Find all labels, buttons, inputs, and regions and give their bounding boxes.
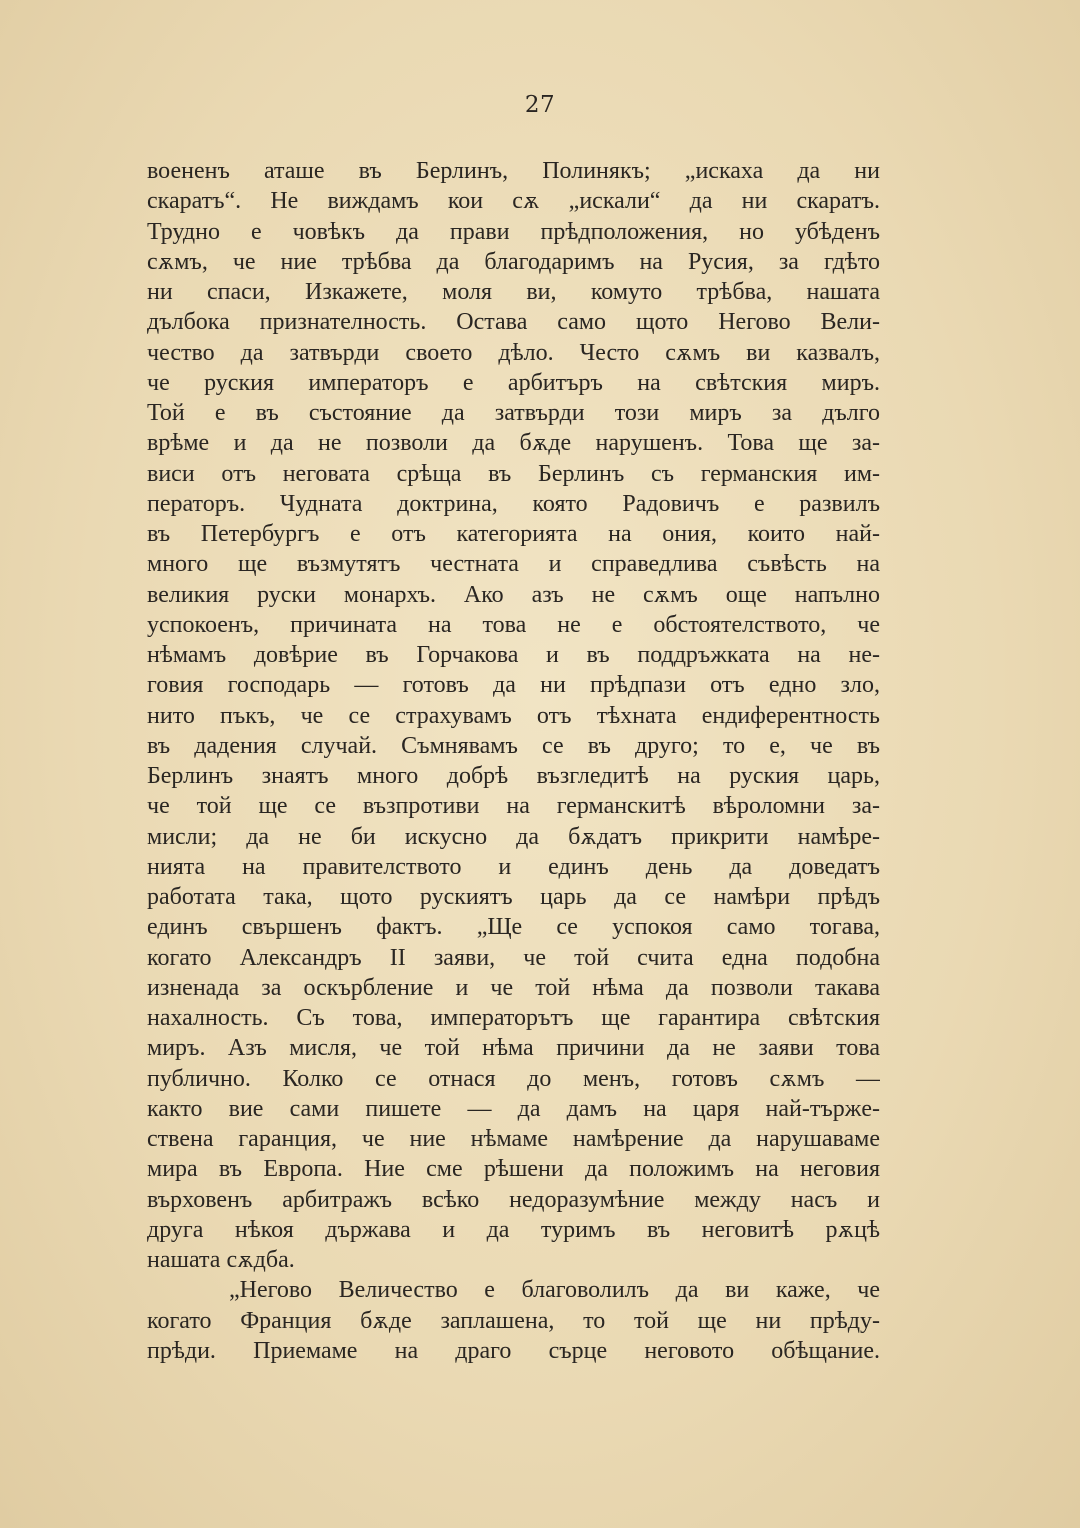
text-line: единъ свършенъ фактъ. „Ще се успокоя само тогава, <box>147 914 880 941</box>
text-line: изненада за оскърбление и че той нѣма да позволи такава <box>147 974 880 1001</box>
text-line: воененъ аташе въ Берлинъ, Полинякъ; „искаха да ни <box>147 158 880 184</box>
text-line: въ Петербургъ е отъ категорията на ония, които най- <box>147 521 880 547</box>
text-line: дълбока признателность. Остава само щото Негово Вели- <box>147 309 880 336</box>
text-line: Берлинъ знаятъ много добрѣ възгледитѣ на руския царь, <box>147 763 880 789</box>
text-line: врѣме и да не позволи да бѫде нарушенъ. Това ще за- <box>147 430 880 457</box>
paragraph-end-line: нашата сѫдба. <box>147 1247 295 1273</box>
text-line: както вие сами пишете — да дамъ на царя най-тържe- <box>147 1095 880 1122</box>
text-line: върховенъ арбитражъ всѣко недоразумѣние между насъ и <box>147 1186 880 1213</box>
text-line: нията на правителството и единъ день да доведатъ <box>147 853 880 880</box>
text-line: великия руски монархъ. Ако азъ не сѫмъ още напълно <box>147 581 880 608</box>
text-line: ствена гаранция, че ние нѣмаме намѣрение да нарушаваме <box>147 1126 880 1152</box>
text-line: успокоенъ, причината на това не е обстоятелството, че <box>147 611 880 638</box>
body-text <box>147 156 880 1366</box>
text-line: ни спаси, Изкажете, моля ви, комуто трѣбва, нашата <box>147 279 880 305</box>
text-line: че той ще се възпротиви на германскитѣ вѣроломни за- <box>147 793 880 820</box>
text-line: прѣди. Приемаме на драго сърце неговото обѣщание. <box>147 1337 880 1364</box>
text-line: миръ. Азъ мисля, че той нѣма причини да не заяви това <box>147 1035 880 1062</box>
text-line: когато Франция бѫде заплашена, то той ще ни прѣду- <box>147 1307 880 1334</box>
text-line: друга нѣкоя държава и да туримъ въ неговитѣ рѫцѣ <box>147 1216 880 1243</box>
text-line: скаратъ“. Не виждамъ кои сѫ „искали“ да ни скаратъ. <box>147 188 880 215</box>
text-line: говия господарь — готовъ да ни прѣдпази отъ едно зло, <box>147 672 880 699</box>
text-line: Трудно е човѣкъ да прави прѣдположения, но убѣденъ <box>147 218 880 245</box>
text-line: работата така, щото рускиятъ царь да се намѣри прѣдъ <box>147 884 880 910</box>
text-line: мисли; да не би искусно да бѫдатъ прикрити намѣре- <box>147 823 880 850</box>
text-line: Той е въ състояние да затвърди този миръ за дълго <box>147 400 880 426</box>
text-line: виси отъ неговата срѣща въ Берлинъ съ германския им- <box>147 460 880 487</box>
text-line: нито пъкъ, че се страхувамъ отъ тѣхната ендиферентность <box>147 702 880 729</box>
text-line: нахалность. Съ това, императорътъ ще гарантира свѣтския <box>147 1005 880 1031</box>
text-line: мира въ Европа. Ние сме рѣшени да положимъ на неговия <box>147 1156 880 1183</box>
text-line: когато Александръ II заяви, че той счита една подобна <box>147 944 880 971</box>
text-line: нѣмамъ довѣрие въ Горчакова и въ поддръжката на не- <box>147 642 880 668</box>
text-line: сѫмъ, че ние трѣбва да благодаримъ на Русия, за гдѣто <box>147 248 880 275</box>
text-line: чество да затвърди своето дѣло. Често сѫмъ ви казвалъ, <box>147 339 880 366</box>
text-line: много ще възмутятъ честната и справедлива съвѣсть на <box>147 551 880 578</box>
text-line: че руския императоръ е арбитъръ на свѣтския миръ. <box>147 369 880 396</box>
text-line: публично. Колко се отнася до менъ, готовъ сѫмъ — <box>147 1065 880 1092</box>
text-line: ператоръ. Чудната доктрина, която Радовичъ е развилъ <box>147 490 880 517</box>
page-number: 27 <box>524 92 556 118</box>
paragraph-start-line: „Негово Величество е благоволилъ да ви каже, че <box>229 1277 880 1304</box>
text-line: въ дадения случай. Съмнявамъ се въ друго; то е, че въ <box>147 732 880 759</box>
